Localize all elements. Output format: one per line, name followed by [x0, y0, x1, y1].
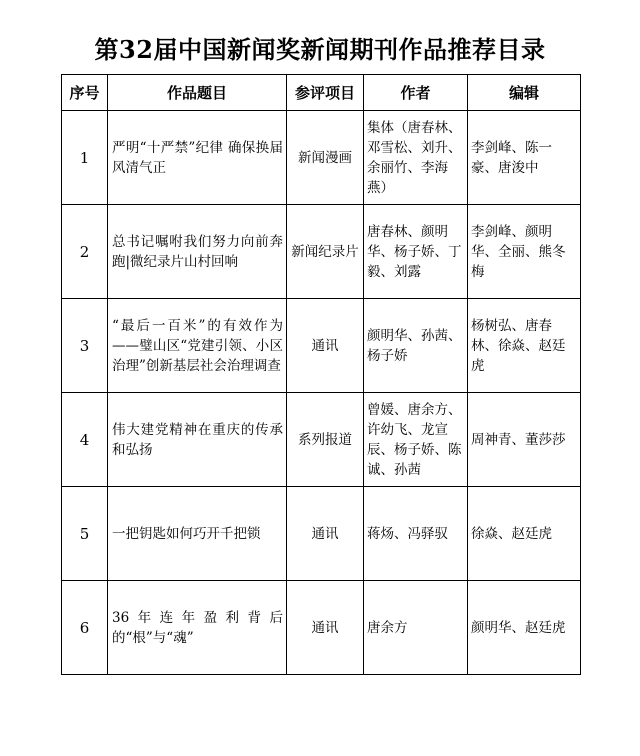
table-row [62, 393, 581, 487]
row-category: 新闻纪录片 [287, 205, 364, 299]
row-authors: 集体（唐春林、邓雪松、刘升、余丽竹、李海燕） [367, 119, 462, 196]
document-title: 第32届中国新闻奖新闻期刊作品推荐目录 [94, 35, 546, 64]
row-number: 1 [62, 111, 108, 205]
row-editors: 李剑峰、颜明华、全丽、熊冬梅 [471, 223, 566, 280]
row-work-title: 一把钥匙如何巧开千把锁 [112, 525, 261, 542]
table-row [62, 111, 581, 205]
recommendation-table [61, 74, 581, 675]
row-category: 通讯 [287, 299, 364, 393]
row-work-title: 36年连年盈利背后的“根”与“魂” [112, 609, 283, 646]
row-work-title: 伟大建党精神在重庆的传承和弘扬 [112, 421, 283, 458]
table-row [62, 581, 581, 675]
row-number: 2 [62, 205, 108, 299]
row-category: 通讯 [287, 581, 364, 675]
header-number: 序号 [62, 75, 108, 111]
table-row [62, 299, 581, 393]
row-authors: 颜明华、孙茜、杨子娇 [367, 327, 462, 364]
table-row [62, 487, 581, 581]
row-authors: 蒋炀、冯驿驭 [367, 525, 448, 542]
row-category: 系列报道 [287, 393, 364, 487]
row-number: 3 [62, 299, 108, 393]
row-editors: 周神青、董莎莎 [471, 431, 566, 448]
row-authors: 唐春林、颜明华、杨子娇、丁毅、刘露 [367, 223, 462, 280]
header-work-title: 作品题目 [108, 75, 287, 111]
row-work-title: “最后一百米”的有效作为——璧山区“党建引领、小区治理”创新基层社会治理调查 [112, 317, 283, 374]
row-editors: 颜明华、赵廷虎 [471, 619, 566, 636]
row-number: 6 [62, 581, 108, 675]
row-number: 5 [62, 487, 108, 581]
row-work-title: 总书记嘱咐我们努力向前奔跑|微纪录片山村回响 [112, 233, 283, 270]
table-header-row [62, 75, 581, 111]
table-row [62, 205, 581, 299]
row-category: 通讯 [287, 487, 364, 581]
row-authors: 唐余方 [367, 619, 408, 636]
row-number: 4 [62, 393, 108, 487]
row-category: 新闻漫画 [287, 111, 364, 205]
row-work-title: 严明“十严禁”纪律 确保换届风清气正 [112, 139, 283, 176]
header-editors: 编辑 [468, 75, 581, 111]
header-category: 参评项目 [287, 75, 364, 111]
header-authors: 作者 [364, 75, 468, 111]
row-editors: 杨树弘、唐春林、徐焱、赵廷虎 [471, 317, 566, 374]
row-editors: 李剑峰、陈一豪、唐浚中 [471, 139, 552, 176]
row-editors: 徐焱、赵廷虎 [471, 525, 552, 542]
row-authors: 曾媛、唐余方、许幼飞、龙宣辰、杨子娇、陈诚、孙茜 [367, 401, 462, 478]
